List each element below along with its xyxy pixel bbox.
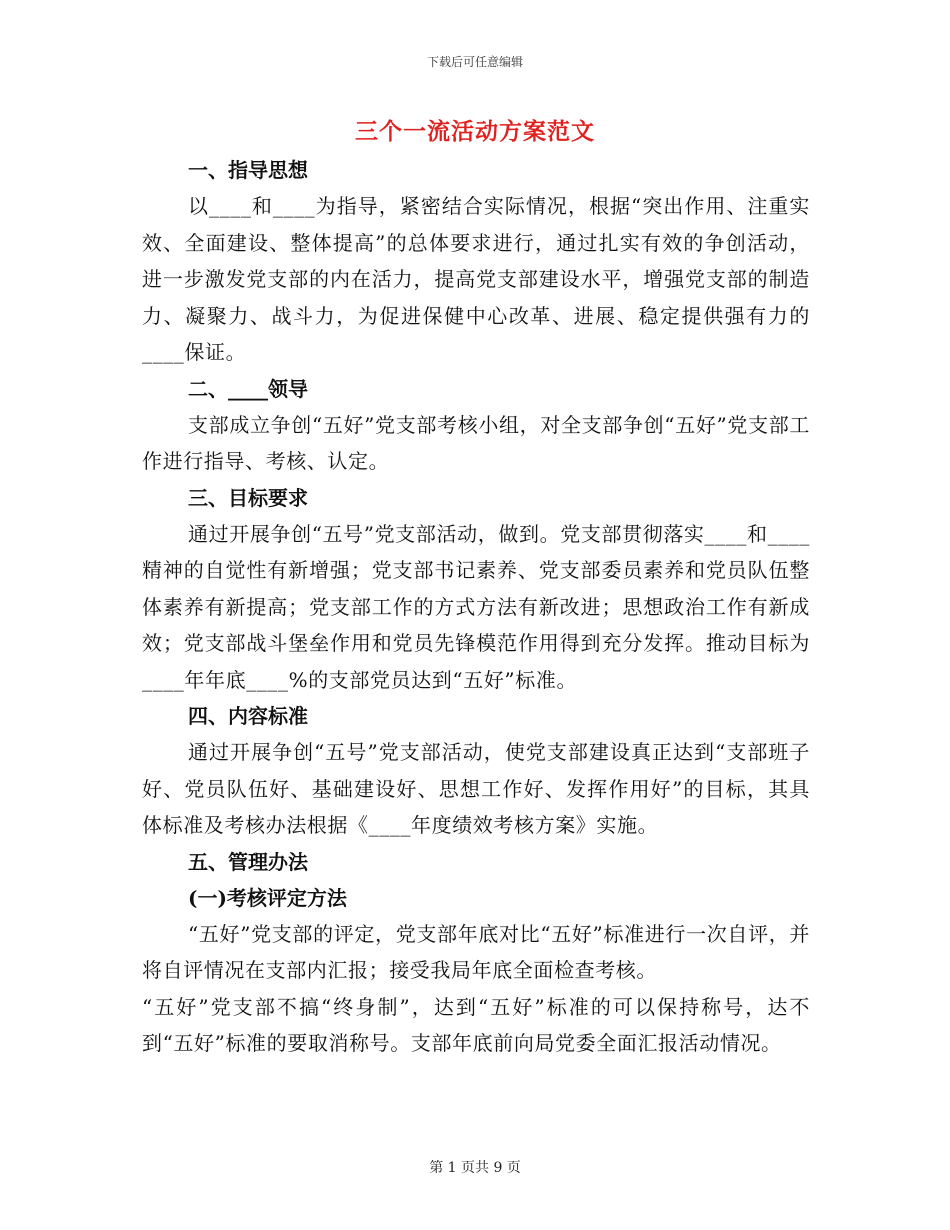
section-heading-goals: 三、目标要求: [188, 485, 308, 510]
document-body: [142, 152, 810, 1062]
document-title: 三个一流活动方案范文: [355, 118, 595, 145]
page-footer-number: 第 1 页共 9 页: [429, 1160, 521, 1176]
paragraph: 通过开展争创“五号”党支部活动，做到。党支部贯彻落实____和____精神的自觉性有新增强；党支部书记素养、党支部委员素养和党员队伍整体素养有新提高；党支部工作的方式方法有新改进；思想政治工作有新成效；党支部战斗堡垒作用和党员先锋模范作用得到充分发挥。推动目标为____年年底____%的支部党员达到“五好”标准。: [142, 521, 810, 692]
section-heading-management: 五、管理办法: [188, 849, 308, 874]
paragraph: “五好”党支部不搞“终身制”，达到“五好”标准的可以保持称号，达不到“五好”标准的要取消称号。支部年底前向局党委全面汇报活动情况。: [142, 994, 810, 1055]
paragraph: 通过开展争创“五号”党支部活动，使党支部建设真正达到“支部班子好、党员队伍好、基础建设好、思想工作好、发挥作用好”的目标，其具体标准及考核办法根据《____年度绩效考核方案》实施。: [142, 740, 810, 837]
paragraph: “五好”党支部的评定，党支部年底对比“五好”标准进行一次自评，并将自评情况在支部内汇报；接受我局年底全面检查考核。: [142, 921, 810, 982]
page-header-note: 下载后可任意编辑: [426, 55, 523, 69]
subsection-heading-assessment: (一)考核评定方法: [188, 885, 347, 910]
section-heading-leadership: 二、____领导: [188, 376, 308, 401]
section-heading-guiding-ideology: 一、指导思想: [188, 158, 308, 182]
section-heading-content-standards: 四、内容标准: [188, 704, 308, 728]
paragraph: 支部成立争创“五好”党支部考核小组，对全支部争创“五好”党支部工作进行指导、考核、认定。: [142, 412, 810, 473]
paragraph: 以____和____为指导，紧密结合实际情况，根据“突出作用、注重实效、全面建设、整体提高”的总体要求进行，通过扎实有效的争创活动，进一步激发党支部的内在活力，提高党支部建设水平，增强党支部的制造力、凝聚力、战斗力，为促进保健中心改革、进展、稳定提供强有力的____保证。: [142, 194, 810, 364]
